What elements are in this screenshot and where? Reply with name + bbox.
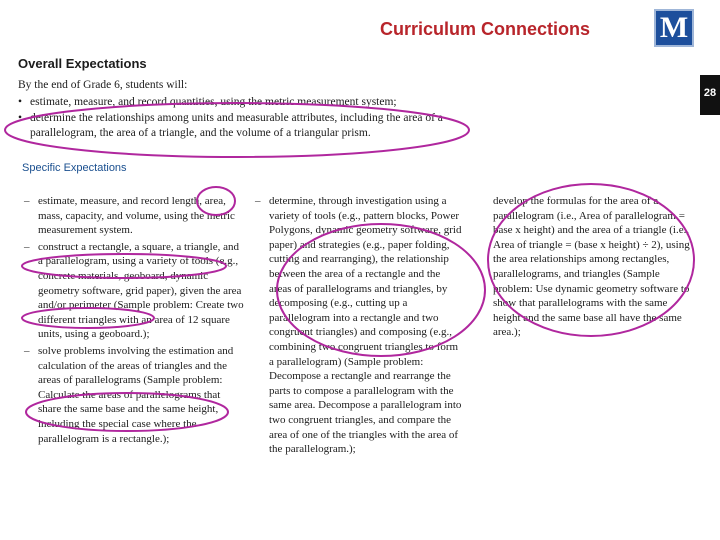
dash-icon: –	[255, 195, 261, 207]
expectation-text: solve problems involving the estimation and calculation of the areas of triangles and the areas of parallelograms (Sample problem: Calculate the areas of parallelograms that share the same base and the same height, including the special case where the parallelogram is a rectangle.);	[38, 344, 234, 445]
specific-expectations-heading: Specific Expectations	[22, 162, 127, 174]
page-number: 28	[703, 87, 717, 99]
expectations-column-2	[255, 194, 465, 459]
dash-icon: –	[24, 240, 30, 253]
bullet-icon: •	[18, 112, 23, 124]
expectation-text: develop the formulas for the area of a parallelogram (i.e., Area of parallelogram = base x height) and the area of a triangle (i.e., Area of triangle = (base x height) ÷ 2), using the area relationships among rectangles, parallelograms, and triangles (Sample problem: Use dynamic geometry software to show that parallelograms with the same height and the same base all have the same area.);	[493, 195, 690, 339]
overall-intro: By the end of Grade 6, students will:	[18, 79, 188, 91]
overall-expectations-heading: Overall Expectations	[18, 56, 147, 71]
expectation-text: estimate, measure, and record length, area, mass, capacity, and volume, using the metric measurement system.	[38, 195, 235, 237]
overall-item-text: estimate, measure, and record quantities, using the metric measurement system;	[30, 96, 397, 108]
expectation-text: construct a rectangle, a square, a triangle, and a parallelogram, using a variety of tools (e.g., concrete materials, geoboard, dynamic geometry software, grid paper), given the area and/or perimeter (Sample problem: Create two different triangles with an area of 12 square units, using a geoboard.);	[38, 240, 244, 341]
expectation-item	[24, 194, 246, 238]
dash-icon: –	[24, 195, 30, 207]
dash-icon: –	[24, 344, 30, 357]
slide-title: Curriculum Connections	[379, 19, 590, 39]
bullet-icon: •	[18, 96, 23, 108]
overall-item	[18, 95, 458, 110]
logo-m-icon: M	[654, 9, 694, 47]
overall-item-text: determine the relationships among units and measurable attributes, including the area of a parallelogram, the area of a triangle, and the volume of a triangular prism.	[30, 112, 443, 139]
expectation-item	[24, 240, 246, 342]
expectations-column-3	[493, 194, 693, 342]
overall-item	[18, 111, 458, 141]
expectation-text: determine, through investigation using a variety of tools (e.g., pattern blocks, Power Polygons, dynamic geometry software, grid paper) and strategies (e.g., paper folding, cutting and rearranging), the relationship between the area of a rectangle and the areas of parallelograms and triangles, by decomposing (e.g., cutting up a parallelogram into a rectangle and two congruent triangles) and composing (e.g., combining two congruent triangles to form a parallelogram) (Sample problem: Decompose a rectangle and rearrange the parts to compose a parallelogram with the same area. Decompose a parallelogram into two congruent triangles, and compare the area of one of the triangles with the area of the parallelogram.);	[269, 195, 462, 456]
expectations-column-1	[24, 194, 246, 448]
expectation-item	[24, 344, 246, 446]
expectation-item	[255, 194, 465, 457]
overall-expectations-list	[18, 95, 458, 142]
expectation-item	[493, 194, 693, 340]
